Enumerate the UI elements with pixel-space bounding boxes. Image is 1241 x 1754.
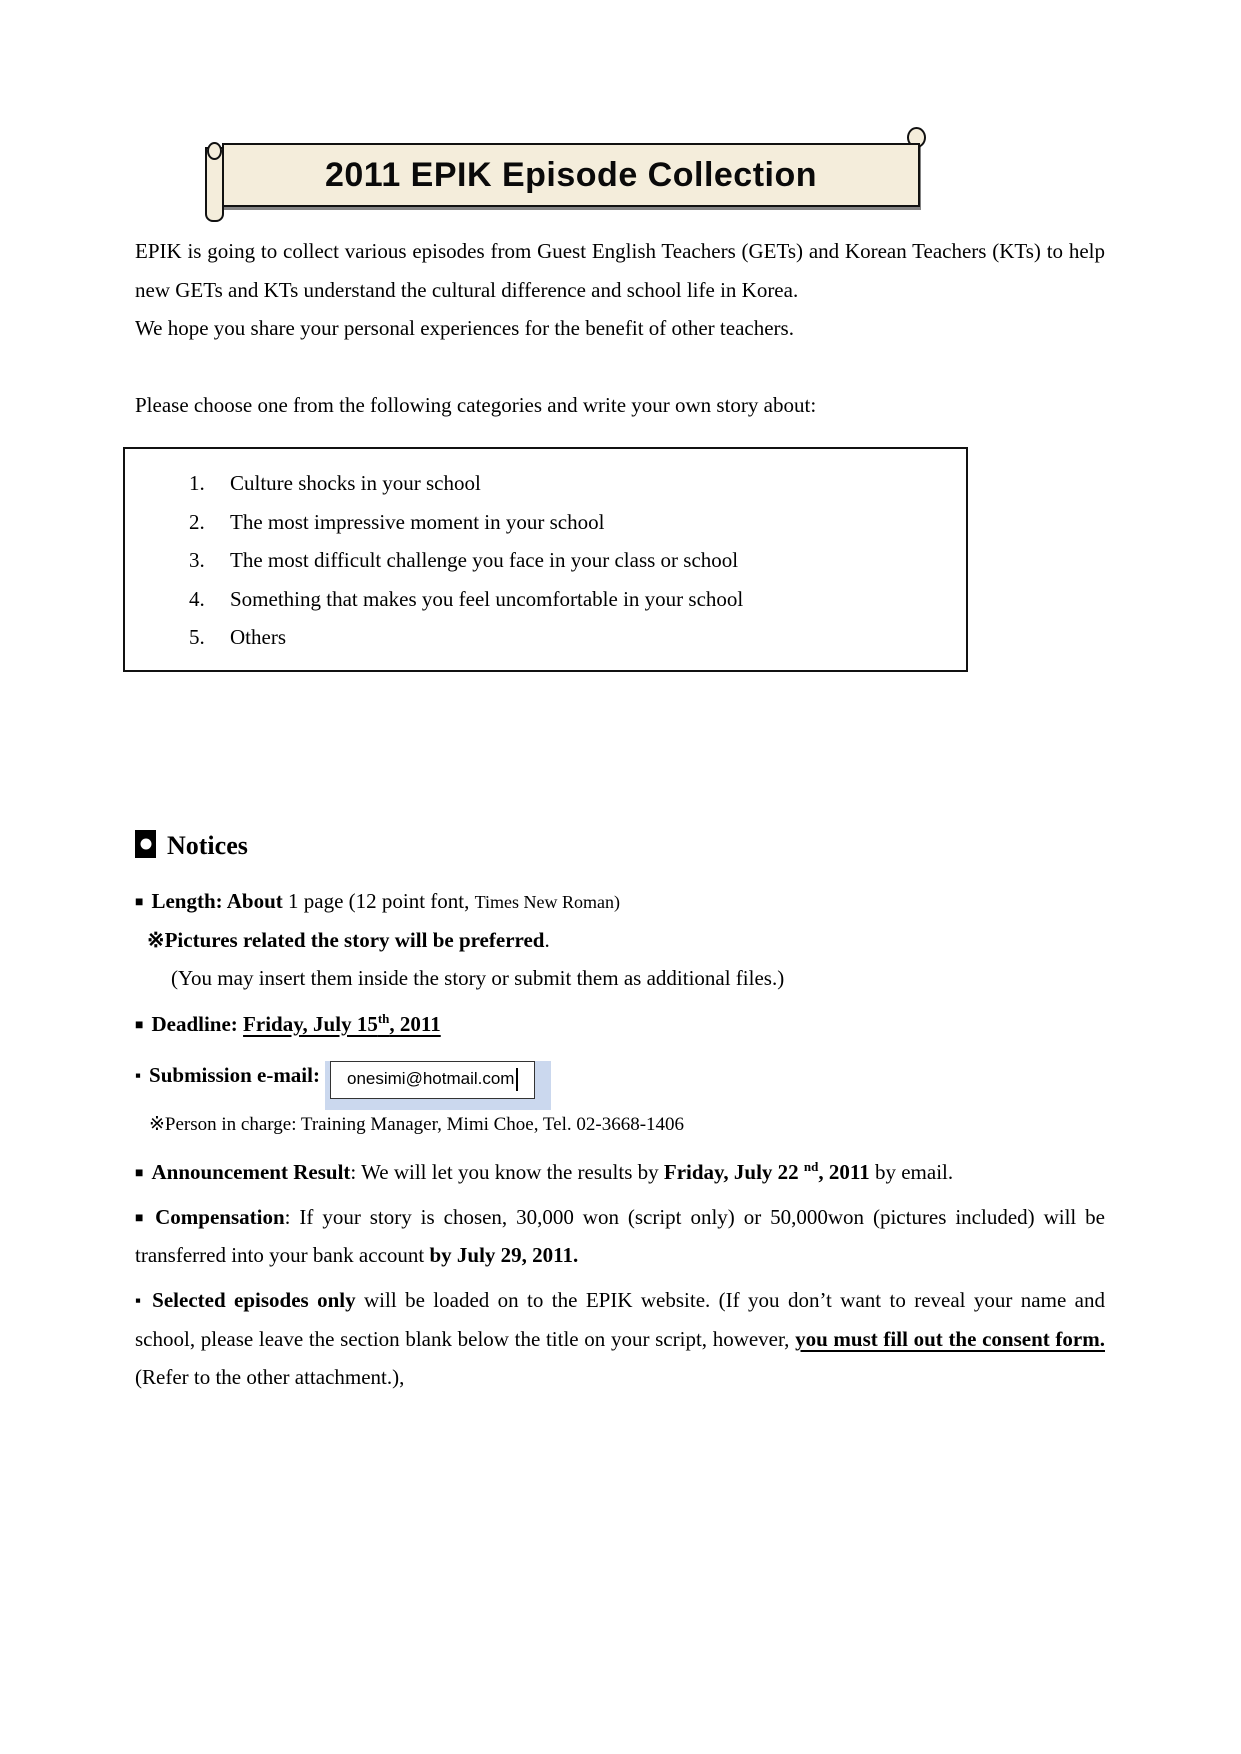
square-bullet-icon: ■ bbox=[135, 1210, 148, 1226]
deadline-date-tail: , 2011 bbox=[389, 1011, 441, 1036]
square-bullet-icon: ■ bbox=[135, 1017, 144, 1033]
notice-pictures-note: (You may insert them inside the story or submit them as additional files.) bbox=[171, 965, 785, 990]
square-bullet-icon: ■ bbox=[135, 894, 144, 910]
list-item bbox=[189, 580, 966, 619]
length-text: 1 page (12 point font, bbox=[282, 888, 475, 913]
list-number: 1. bbox=[189, 471, 205, 495]
notice-length bbox=[135, 883, 1105, 921]
pictures-tail: . bbox=[544, 927, 550, 952]
inverse-bullet-icon bbox=[135, 830, 156, 858]
notice-announcement bbox=[135, 1154, 1105, 1192]
list-text: Something that makes you feel uncomfortable in your school bbox=[230, 586, 744, 611]
announcement-tail: by email. bbox=[869, 1159, 954, 1184]
notice-submission bbox=[135, 1052, 1105, 1100]
list-item bbox=[189, 503, 966, 542]
notices-title: Notices bbox=[167, 830, 248, 860]
list-item bbox=[189, 618, 966, 657]
intro-paragraph-1: EPIK is going to collect various episodes from Guest English Teachers (GETs) and Korean Teachers (KTs) to help new GETs and KTs understand the cultural difference and school life in Korea. bbox=[135, 239, 1105, 302]
notices-heading bbox=[135, 830, 1105, 861]
intro-paragraph-2: We hope you share your personal experiences for the benefit of other teachers. bbox=[135, 316, 794, 340]
deadline-date-main: Friday, July 15 bbox=[243, 1011, 378, 1036]
submission-label: Submission e-mail: bbox=[149, 1062, 320, 1087]
email-input-box[interactable] bbox=[330, 1061, 535, 1099]
selected-tail: (Refer to the other attachment.), bbox=[135, 1364, 405, 1389]
deadline-date bbox=[243, 1012, 441, 1036]
category-prompt: Please choose one from the following categories and write your own story about: bbox=[135, 392, 817, 417]
small-square-bullet-icon: ▪ bbox=[135, 1290, 145, 1310]
list-text: Culture shocks in your school bbox=[230, 471, 481, 495]
list-text: The most difficult challenge you face in your class or school bbox=[230, 548, 739, 572]
pictures-bold-text: Pictures related the story will be preferred bbox=[164, 927, 545, 952]
document-body bbox=[135, 232, 1105, 1396]
document-title: 2011 EPIK Episode Collection bbox=[324, 155, 818, 194]
banner-body bbox=[222, 143, 920, 207]
deadline-ordinal: th bbox=[377, 1010, 390, 1026]
compensation-label: Compensation bbox=[155, 1204, 285, 1229]
selected-text: will be loaded on to the EPIK website. (If you don’t want to reveal your name and school, please leave the section blank below the title on your script, however, bbox=[135, 1287, 1105, 1351]
list-number: 2. bbox=[189, 509, 205, 534]
compensation-text: : If your story is chosen, 30,000 won (script only) or 50,000won (pictures included) will be transferred into your bank account bbox=[135, 1204, 1105, 1267]
notice-person-in-charge: ※Person in charge: Training Manager, Mimi Choe, Tel. 02-3668-1406 bbox=[149, 1113, 685, 1135]
announcement-date-main: Friday, July 22 bbox=[663, 1159, 804, 1184]
list-item bbox=[189, 464, 966, 503]
list-item bbox=[189, 541, 966, 580]
category-box bbox=[123, 447, 968, 672]
notice-pictures bbox=[135, 922, 1105, 959]
small-square-bullet-icon: ▪ bbox=[135, 1065, 142, 1085]
list-text: Others bbox=[230, 625, 286, 649]
scroll-left-knob-icon bbox=[207, 142, 222, 160]
reference-mark-icon: ※ bbox=[147, 927, 165, 952]
list-number: 3. bbox=[189, 548, 205, 572]
list-number: 4. bbox=[189, 586, 205, 611]
list-number: 5. bbox=[189, 625, 205, 649]
submission-email-field[interactable] bbox=[330, 1054, 535, 1100]
list-text: The most impressive moment in your school bbox=[230, 509, 605, 534]
notice-deadline bbox=[135, 1006, 1105, 1044]
length-font-note: Times New Roman) bbox=[474, 891, 620, 912]
title-banner bbox=[205, 127, 935, 222]
announcement-ordinal: nd bbox=[803, 1158, 819, 1174]
square-bullet-icon: ■ bbox=[135, 1165, 144, 1181]
text-cursor bbox=[516, 1068, 518, 1091]
submission-email-value: onesimi@hotmail.com bbox=[346, 1068, 515, 1088]
compensation-date: by July 29, 2011. bbox=[429, 1242, 579, 1267]
selected-bold-text: Selected episodes only bbox=[152, 1287, 356, 1312]
length-label: Length: About bbox=[151, 888, 283, 913]
announcement-date-tail: , 2011 bbox=[818, 1159, 870, 1184]
deadline-label: Deadline: bbox=[151, 1011, 244, 1036]
consent-form-text: you must fill out the consent form. bbox=[795, 1326, 1105, 1351]
notice-selected-episodes bbox=[135, 1281, 1105, 1396]
announcement-text: : We will let you know the results by bbox=[350, 1159, 664, 1184]
notice-compensation bbox=[135, 1199, 1105, 1274]
announcement-date bbox=[664, 1160, 870, 1184]
announcement-label: Announcement Result bbox=[151, 1159, 351, 1184]
